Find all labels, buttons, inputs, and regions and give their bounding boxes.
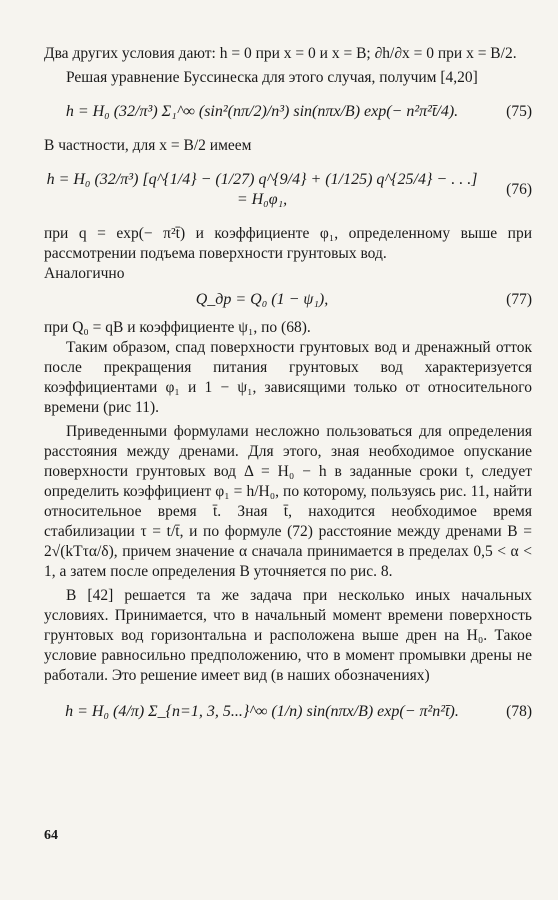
equation-78: [44, 702, 532, 722]
paragraph-boundary-conditions: Два других условия дают: h = 0 при x = 0 и x = B; ∂h/∂x = 0 при x = B/2.: [44, 45, 517, 62]
paragraph-in-particular: В частности, для x = B/2 имеем: [44, 137, 252, 154]
equation-76: [44, 170, 532, 210]
equation-75-number: (75): [506, 103, 532, 120]
equation-77: [44, 290, 532, 310]
equation-75-body: h = H₀ (32/π³) Σ₁^∞ (sin²(nπ/2)/n³) sin(nπx/B) exp(− n²π²t̄/4).: [65, 103, 459, 120]
page-number: 64: [44, 828, 58, 843]
paragraph-coefficient-phi: при q = exp(− π²t̄) и коэффициенте φ₁, определенному выше при рассмотрении подъема поверхности грунтовых вод.: [44, 225, 532, 262]
paragraph-q0-psi: при Q₀ = qB и коэффициенте ψ₁, по (68).: [44, 319, 311, 336]
paragraph-similarly: Аналогично: [44, 265, 125, 282]
equation-76-number: (76): [506, 181, 532, 198]
paragraph-drain-spacing: Приведенными формулами несложно пользоваться для определения расстояния между дренами. Для этого, зная необходимое опускание поверхности грунтовых вод Δ = H₀ − h в заданные сроки t, следует определить коэффициент φ₁ = h/H₀, по которому, пользуясь рис. 11, найти относительное время t̄. Зная t̄, находится необходимое время стабилизации τ = t/t̄, и по формуле (72) расстояние между дренами B = 2√(kTτα/δ), причем значение α сначала принимается в пределах 0,5 < α < 1, а затем после определения B уточняется по рис. 8.: [44, 423, 532, 580]
equation-78-body: h = H₀ (4/π) Σ_{n=1, 3, 5...}^∞ (1/n) sin(nπx/B) exp(− π²n²t̄).: [65, 703, 459, 720]
equation-77-number: (77): [506, 291, 532, 308]
paragraph-solving-boussinesq: Решая уравнение Буссинеска для этого случая, получим [4,20]: [66, 69, 478, 86]
paragraph-thus: Таким образом, спад поверхности грунтовых вод и дренажный отток после прекращения питания грунтовых вод характеризуется коэффициентами φ₁ и 1 − ψ₁, зависящими только от относительного времени (рис 11).: [44, 339, 532, 416]
equation-76-body: h = H₀ (32/π³) [q^{1/4} − (1/27) q^{9/4} + (1/125) q^{25/4} − . . .] = H₀φ₁,: [46, 171, 478, 208]
equation-78-number: (78): [506, 703, 532, 720]
paragraph-initial-conditions: В [42] решается та же задача при несколько иных начальных условиях. Принимается, что в начальный момент времени поверхность грунтовых вод горизонтальна и расположена выше дрен на H₀. Такое условие равносильно предположению, что в момент промывки дрены не работали. Это решение имеет вид (в наших обозначениях): [44, 587, 532, 684]
equation-77-body: Q_др = Q₀ (1 − ψ₁),: [195, 291, 329, 308]
equation-75: [44, 102, 532, 122]
